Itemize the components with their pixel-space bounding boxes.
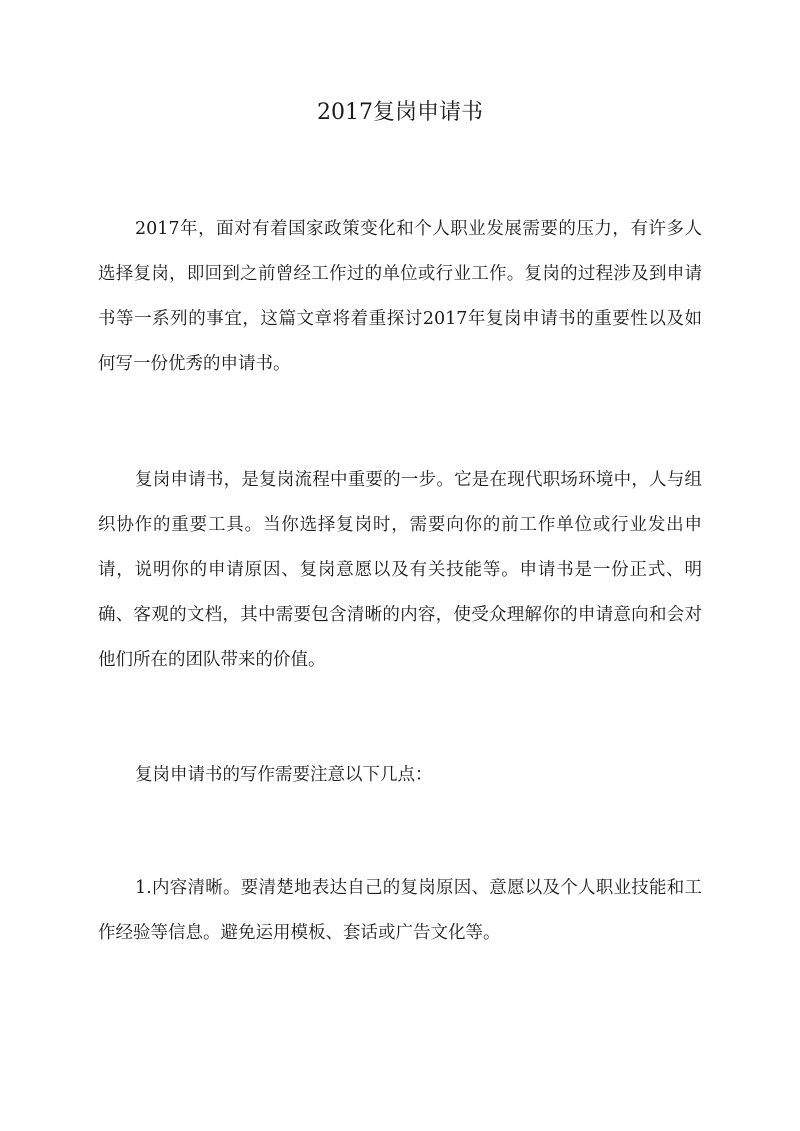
paragraph-definition: 复岗申请书，是复岗流程中重要的一步。它是在现代职场环境中，人与组织协作的重要工具。当你选择复岗时，需要向你的前工作单位或行业发出申请，说明你的申请原因、复岗意愿以及有关技能等。申请书是一份正式、明确、客观的文档，其中需要包含清晰的内容，使受众理解你的申请意向和会对他们所在的团队带来的价值。	[98, 470, 702, 670]
document-title: 2017复岗申请书	[317, 100, 483, 125]
paragraph-point-1: 1.内容清晰。要清楚地表达自己的复岗原因、意愿以及个人职业技能和工作经验等信息。避免运用模板、套话或广告文化等。	[98, 878, 702, 943]
paragraph-points-heading: 复岗申请书的写作需要注意以下几点：	[135, 765, 433, 785]
paragraph-intro: 2017年，面对有着国家政策变化和个人职业发展需要的压力，有许多人选择复岗，即回到之前曾经工作过的单位或行业工作。复岗的过程涉及到申请书等一系列的事宜，这篇文章将着重探讨2017年复岗申请书的重要性以及如何写一份优秀的申请书。	[98, 219, 702, 374]
